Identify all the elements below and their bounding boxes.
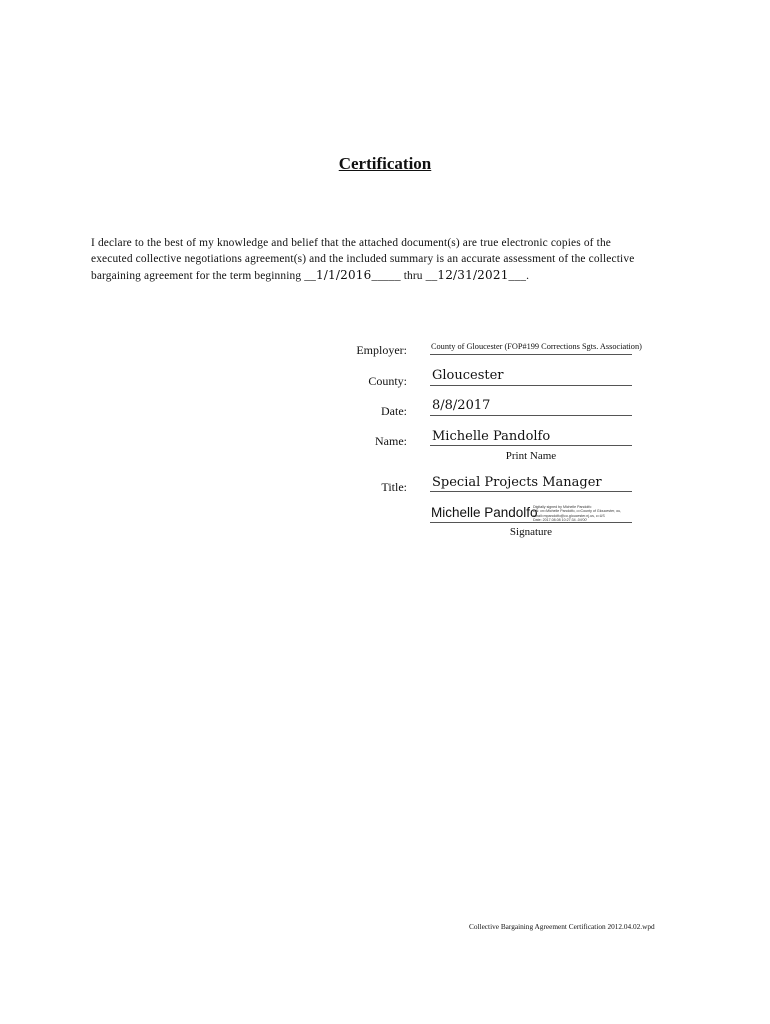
title-label: Title: [381,480,407,494]
declaration-paragraph [91,235,691,284]
declaration-line-2: executed collective negotiations agreement(s) and the included summary is an accurate assessment of the collective [91,253,635,265]
signature-details [533,505,621,522]
declaration-line-3 [91,267,691,284]
signature-detail-line: email=mpandolfo@co.gloucester.nj.us, c=US [533,513,605,518]
term-end-blank-pre: __ [425,270,438,282]
date-label: Date: [381,404,407,418]
employer-line [430,354,632,355]
county-value: Gloucester [432,368,504,383]
declaration-line-1: I declare to the best of my knowledge and belief that the attached document(s) are true electronic copies of the [91,237,611,249]
signature-detail-line: DN: cn=Michelle Pandolfo, o=County of Gloucester, ou, [533,509,622,514]
term-start-blank-pre: __ [304,270,316,282]
signature-name: Michelle Pandolfo [431,505,538,520]
print-name-caption: Print Name [505,450,557,462]
term-start-blank-post: _____ [371,270,401,282]
name-line [430,445,632,446]
title-value: Special Projects Manager [432,475,602,490]
signature-detail-line: Digitally signed by Michelle Pandolfo [533,505,592,509]
employer-label: Employer: [356,343,407,357]
signature-caption: Signature [509,526,553,538]
title-line [430,491,632,492]
signature-detail-line: Date: 2017.08.08 10:27:34 -04'00' [533,517,588,522]
digital-signature [431,504,631,522]
term-prefix: bargaining agreement for the term beginning [91,270,302,282]
thru-label: thru [403,270,423,282]
signature-line [430,522,632,523]
date-value: 8/8/2017 [432,398,491,413]
date-line [430,415,632,416]
employer-value: County of Gloucester (FOP#199 Corrections Sgts. Association) [431,342,642,351]
term-end-blank-post: ___. [508,270,530,282]
term-end-date: 12/31/2021 [437,268,509,282]
term-start-date: 1/1/2016 [315,268,372,282]
name-value: Michelle Pandolfo [432,429,551,444]
county-line [430,385,632,386]
name-label: Name: [375,434,407,448]
county-label: County: [368,374,407,388]
document-footer: Collective Bargaining Agreement Certification 2012.04.02.wpd [469,922,655,931]
page-title: Certification [338,154,432,173]
